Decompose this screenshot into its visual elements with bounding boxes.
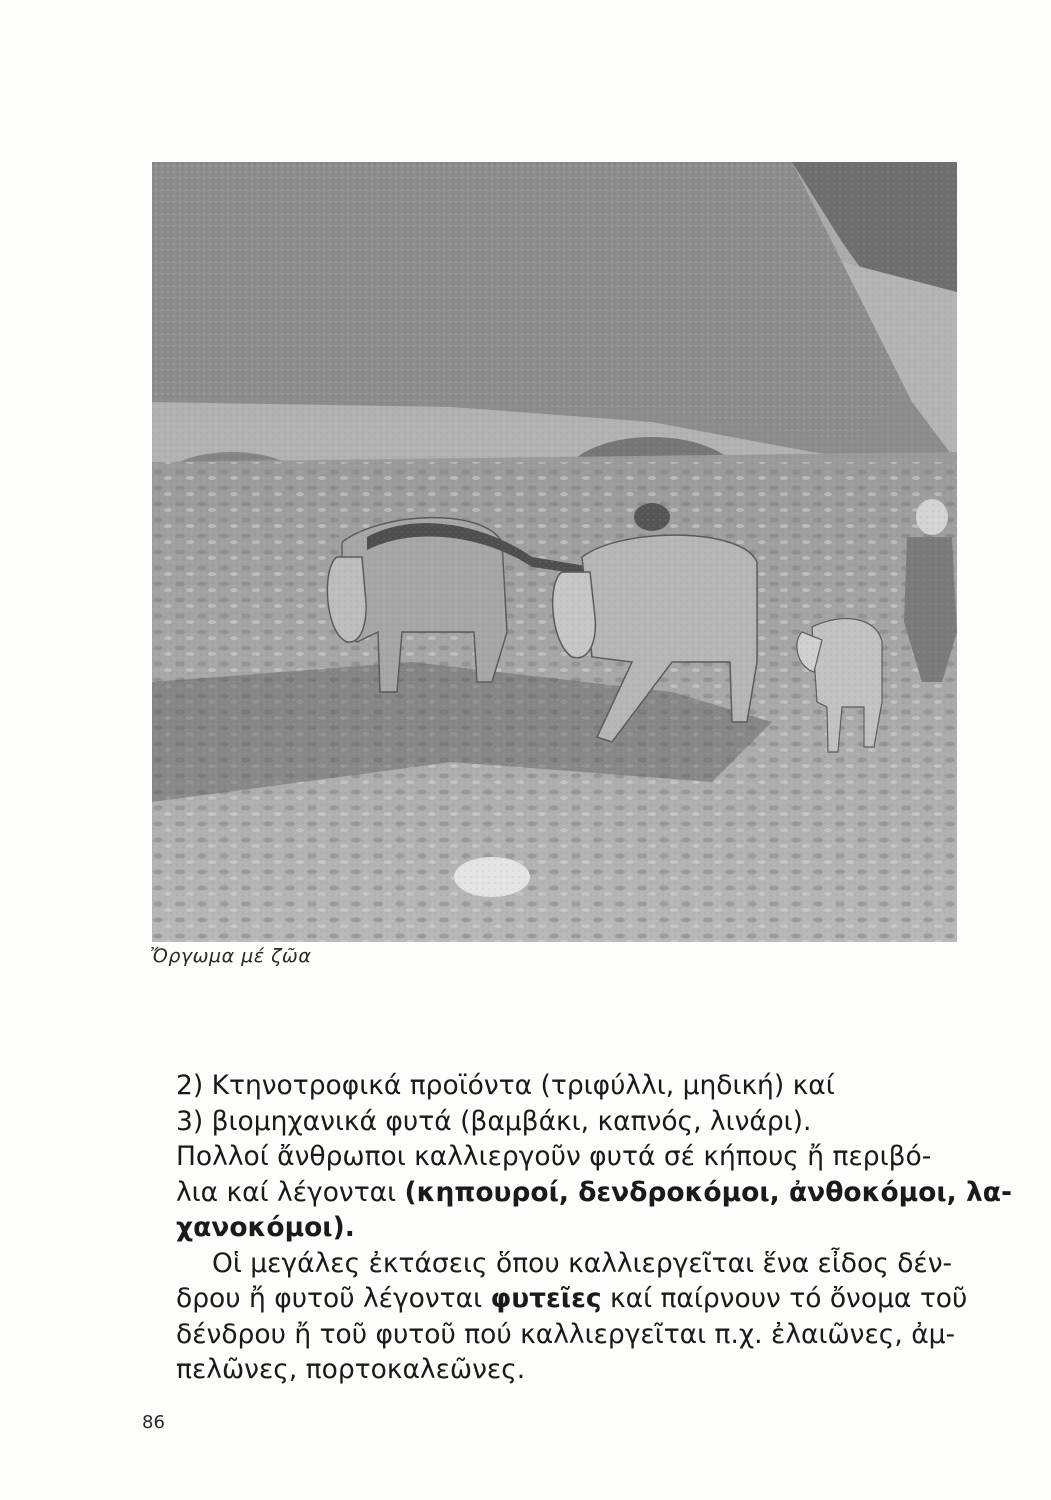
page-number: 86 xyxy=(142,1412,165,1433)
body-text xyxy=(176,1068,1012,1388)
bold-term-list: (κηπουροί, δενδροκόμοι, ἀνθοκόμοι, λα- xyxy=(404,1176,1012,1208)
text-span: λια καί λέγονται xyxy=(176,1176,405,1208)
text-line: Οἱ μεγάλες ἐκτάσεις ὅπου καλλιεργεῖται ἕνα εἶδος δέν- xyxy=(212,1247,953,1279)
text-line: Πολλοί ἄνθρωποι καλλιεργοῦν φυτά σέ κήπους ἤ περιβό- xyxy=(176,1141,932,1172)
text-line: δένδρου ἤ τοῦ φυτοῦ πού καλλιεργεῖται π.χ. ἐλαιῶνες, ἀμ- xyxy=(176,1318,956,1350)
text-span: δρου ἤ φυτοῦ λέγονται xyxy=(176,1283,491,1314)
text-line: 2) Κτηνοτροφικά προϊόντα (τριφύλλι, μηδική) καί xyxy=(176,1070,835,1101)
text-span: καί παίρνουν τό ὄνομα τοῦ xyxy=(601,1283,968,1314)
text-line xyxy=(176,1210,936,1246)
photo-image xyxy=(152,162,957,942)
text-line xyxy=(176,1175,1012,1211)
photo-caption: Ὄργωμα μέ ζῶα xyxy=(150,945,312,967)
plowing-photo xyxy=(152,162,957,942)
bold-term-list-end: χανοκόμοι). xyxy=(176,1212,355,1243)
text-line: πελῶνες, πορτοκαλεῶνες. xyxy=(176,1354,526,1385)
bold-term-futeies: φυτεῖες xyxy=(490,1283,602,1314)
text-line xyxy=(176,1281,968,1317)
text-line: 3) βιομηχανικά φυτά (βαμβάκι, καπνός, λινάρι). xyxy=(176,1105,812,1137)
